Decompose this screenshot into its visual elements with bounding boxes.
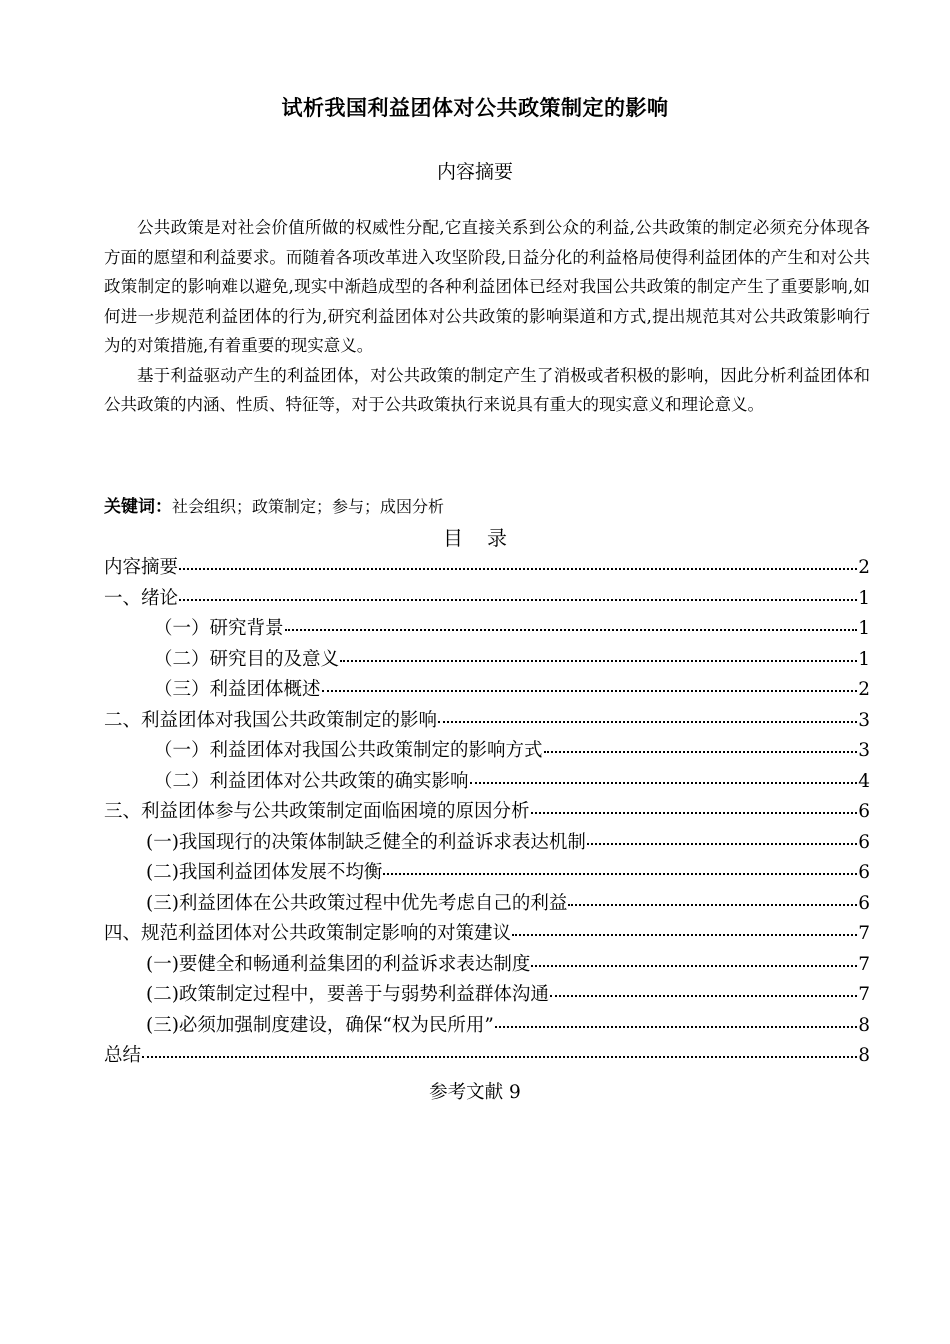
toc-page-number: 1 [858, 648, 870, 670]
toc-entry-2-2[interactable] [104, 767, 870, 798]
toc-page-number: 6 [858, 862, 870, 883]
toc-entry-section-4[interactable] [104, 919, 870, 950]
toc-page-number: 6 [858, 892, 870, 914]
toc-page-number: 4 [858, 770, 870, 792]
toc-leader-dots [322, 690, 858, 692]
toc-entry-4-2[interactable] [104, 980, 870, 1011]
keywords-label: 关键词： [104, 497, 172, 517]
toc-page-number: 3 [858, 740, 870, 761]
toc-entry-title: (二)我国利益团体发展不均衡 [146, 862, 383, 883]
toc-page-number: 7 [858, 923, 870, 944]
keywords-text: 社会组织；政策制定；参与；成因分析 [172, 497, 445, 516]
toc-leader-dots [550, 995, 857, 997]
toc-leader-dots [142, 1056, 857, 1058]
toc-entry-3-1[interactable] [104, 828, 870, 859]
toc-entry-title: 一、绪论 [104, 587, 179, 609]
toc-page-number: 1 [858, 618, 870, 639]
abstract-heading: 内容摘要 [436, 161, 513, 183]
toc-entry-1-2[interactable] [104, 645, 870, 676]
toc-entry-title: （二）利益团体对公共政策的确实影响 [154, 770, 469, 792]
toc-leader-dots [438, 721, 857, 723]
toc-entry-3-3[interactable] [104, 889, 870, 920]
references-line[interactable]: 参考文献 9 [429, 1082, 521, 1103]
toc-leader-dots [568, 904, 857, 906]
toc-leader-dots [531, 965, 857, 967]
abstract-body [104, 213, 870, 420]
toc-leader-dots [531, 812, 858, 814]
toc-entry-title: (一)我国现行的决策体制缺乏健全的利益诉求表达机制 [146, 831, 586, 853]
toc-entry-title: （三）利益团体概述 [154, 679, 321, 700]
toc-page-number: 7 [858, 984, 870, 1005]
toc-leader-dots [512, 934, 857, 936]
toc-entry-title: （一）研究背景 [154, 618, 284, 639]
toc-entry-title: (二)政策制定过程中，要善于与弱势利益群体沟通 [146, 984, 549, 1005]
toc-entry-title: (一)要健全和畅通利益集团的利益诉求表达制度 [146, 953, 531, 975]
table-of-contents [104, 553, 870, 1072]
toc-entry-section-2[interactable] [104, 706, 870, 737]
toc-entry-title: 四、规范利益团体对公共政策制定影响的对策建议 [104, 923, 512, 944]
toc-page-number: 2 [858, 679, 870, 700]
toc-heading-char: 目 [443, 526, 463, 550]
toc-leader-dots [179, 599, 857, 601]
toc-entry-title: （一）利益团体对我国公共政策制定的影响方式 [154, 740, 543, 761]
toc-page-number: 2 [858, 557, 870, 578]
keywords-line [104, 494, 870, 520]
toc-page-number: 1 [858, 587, 870, 609]
toc-entry-4-1[interactable] [104, 950, 870, 981]
toc-page-number: 8 [858, 1045, 870, 1066]
toc-entry-1-3[interactable] [104, 675, 870, 706]
document-title: 试析我国利益团体对公共政策制定的影响 [281, 96, 669, 120]
toc-entry-abstract[interactable] [104, 553, 870, 584]
toc-leader-dots [179, 568, 857, 570]
toc-page-number: 3 [858, 709, 870, 731]
toc-heading-char: 录 [487, 526, 507, 550]
toc-entry-section-3[interactable] [104, 797, 870, 828]
toc-leader-dots [544, 751, 858, 753]
toc-entry-title: 三、利益团体参与公共政策制定面临困境的原因分析 [104, 801, 530, 822]
abstract-paragraph: 公共政策是对社会价值所做的权威性分配,它直接关系到公众的利益,公共政策的制定必须充分体现各方面的愿望和利益要求。而随着各项改革进入攻坚阶段,日益分化的利益格局使得利益团体的产生和对公共政策制定的影响难以避免,现实中渐趋成型的各种利益团体已经对我国公共政策的制定产生了重要影响,如何进一步规范利益团体的行为,研究利益团体对公共政策的影响渠道和方式,提出规范其对公共政策影响行为的对策措施,有着重要的现实意义。 [104, 218, 870, 355]
toc-heading [0, 522, 950, 551]
toc-entry-3-2[interactable] [104, 858, 870, 889]
toc-page-number: 6 [858, 801, 870, 822]
toc-entry-title: (三)利益团体在公共政策过程中优先考虑自己的利益 [146, 892, 568, 914]
toc-entry-2-1[interactable] [104, 736, 870, 767]
toc-page-number: 7 [858, 953, 870, 975]
toc-leader-dots [587, 843, 857, 845]
toc-entry-title: (三)必须加强制度建设，确保“权为民所用” [146, 1014, 494, 1036]
toc-entry-title: （二）研究目的及意义 [154, 648, 340, 670]
toc-leader-dots [495, 1026, 857, 1028]
toc-leader-dots [383, 873, 857, 875]
toc-entry-introduction[interactable] [104, 584, 870, 615]
toc-entry-1-1[interactable] [104, 614, 870, 645]
toc-entry-title: 总结 [104, 1045, 142, 1066]
toc-entry-conclusion[interactable] [104, 1041, 870, 1072]
toc-entry-title: 二、利益团体对我国公共政策制定的影响 [104, 709, 438, 731]
abstract-paragraph: 基于利益驱动产生的利益团体，对公共政策的制定产生了消极或者积极的影响，因此分析利益团体和公共政策的内涵、性质、特征等，对于公共政策执行来说具有重大的现实意义和理论意义。 [104, 365, 870, 414]
toc-leader-dots [340, 660, 857, 662]
toc-entry-title: 内容摘要 [104, 557, 179, 578]
toc-page-number: 8 [858, 1014, 870, 1036]
toc-leader-dots [470, 782, 858, 784]
toc-leader-dots [285, 629, 858, 631]
toc-entry-4-3[interactable] [104, 1011, 870, 1042]
toc-page-number: 6 [858, 831, 870, 853]
